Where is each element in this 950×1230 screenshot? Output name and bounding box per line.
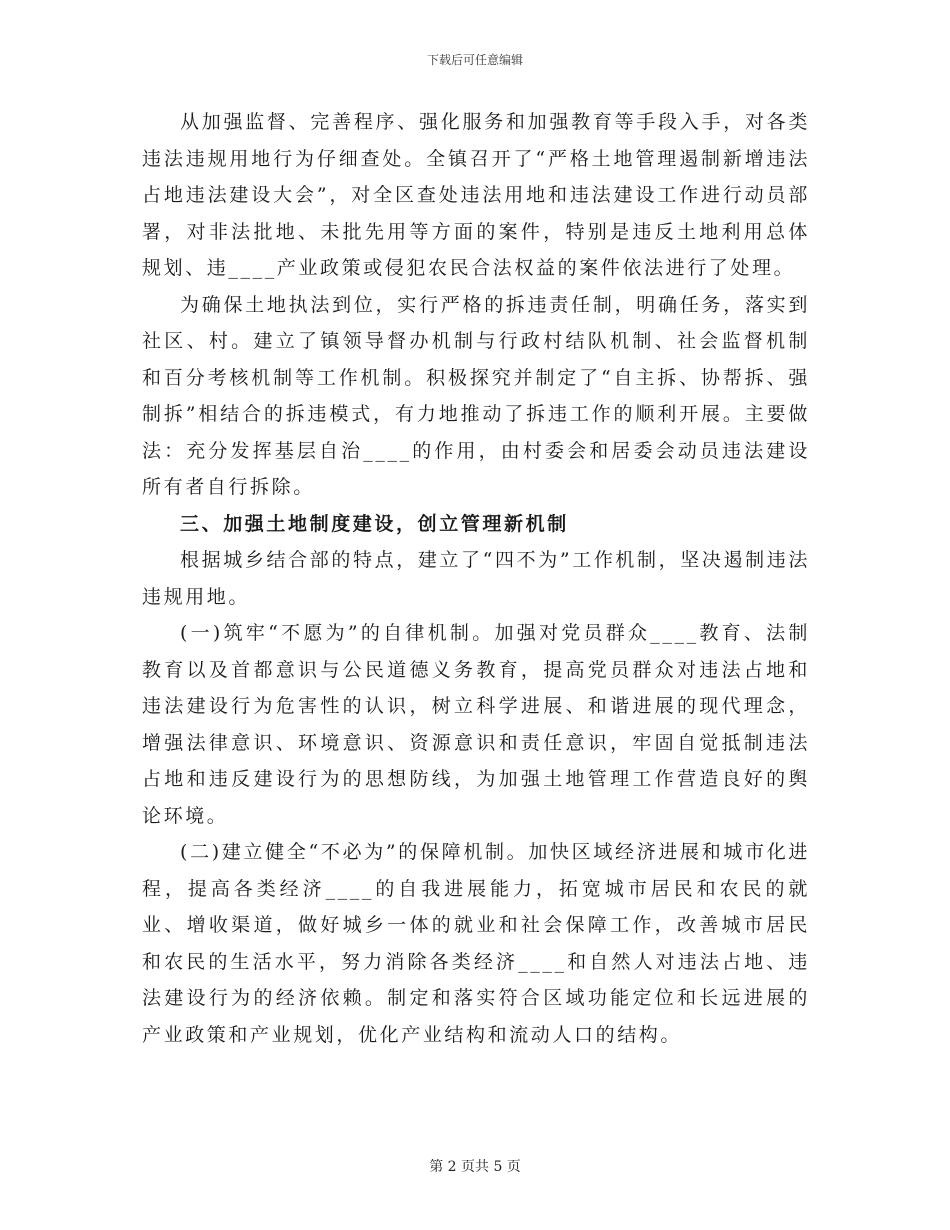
- paragraph-four-mechanisms: 根据城乡结合部的特点，建立了“四不为”工作机制，坚决遏制违法违规用地。: [142, 549, 810, 608]
- page-header: 下载后可任意编辑: [426, 53, 523, 67]
- paragraph-safeguard: (二)建立健全“不必为”的保障机制。加快区域经济进展和城市化进程，提高各类经济____的自我进展能力，拓宽城市居民和农民的就业、增收渠道，做好城乡一体的就业和社会保障工作，改善城市居民和农民的生活水平，努力消除各类经济____和自然人对违法占地、违法建设行为的经济依赖。制定和落实符合区域功能定位和长远进展的产业政策和产业规划，优化产业结构和流动人口的结构。: [142, 841, 810, 1046]
- paragraph-demolition-responsibility: 为确保土地执法到位，实行严格的拆违责任制，明确任务，落实到社区、村。建立了镇领导督办机制与行政村结队机制、社会监督机制和百分考核机制等工作机制。积极探究并制定了“自主拆、协帮拆、强制拆”相结合的拆违模式，有力地推动了拆违工作的顺利开展。主要做法：充分发挥基层自治____的作用，由村委会和居委会动员违法建设所有者自行拆除。: [142, 293, 810, 498]
- paragraph-self-discipline: (一)筑牢“不愿为”的自律机制。加强对党员群众____教育、法制教育以及首都意识与公民道德义务教育，提高党员群众对违法占地和违法建设行为危害性的认识，树立科学进展、和谐进展的现代理念，增强法律意识、环境意识、资源意识和责任意识，牢固自觉抵制违法占地和违反建设行为的思想防线，为加强土地管理工作营造良好的舆论环境。: [142, 622, 810, 827]
- document-body: [142, 104, 810, 1053]
- paragraph-land-enforcement: 从加强监督、完善程序、强化服务和加强教育等手段入手，对各类违法违规用地行为仔细查处。全镇召开了“严格土地管理遏制新增违法占地违法建设大会”，对全区查处违法用地和违法建设工作进行动员部署，对非法批地、未批先用等方面的案件，特别是违反土地利用总体规划、违____产业政策或侵犯农民合法权益的案件依法进行了处理。: [142, 111, 810, 279]
- section-heading: 三、加强土地制度建设，创立管理新机制: [180, 512, 569, 535]
- page-footer: 第 2 页共 5 页: [429, 1159, 521, 1175]
